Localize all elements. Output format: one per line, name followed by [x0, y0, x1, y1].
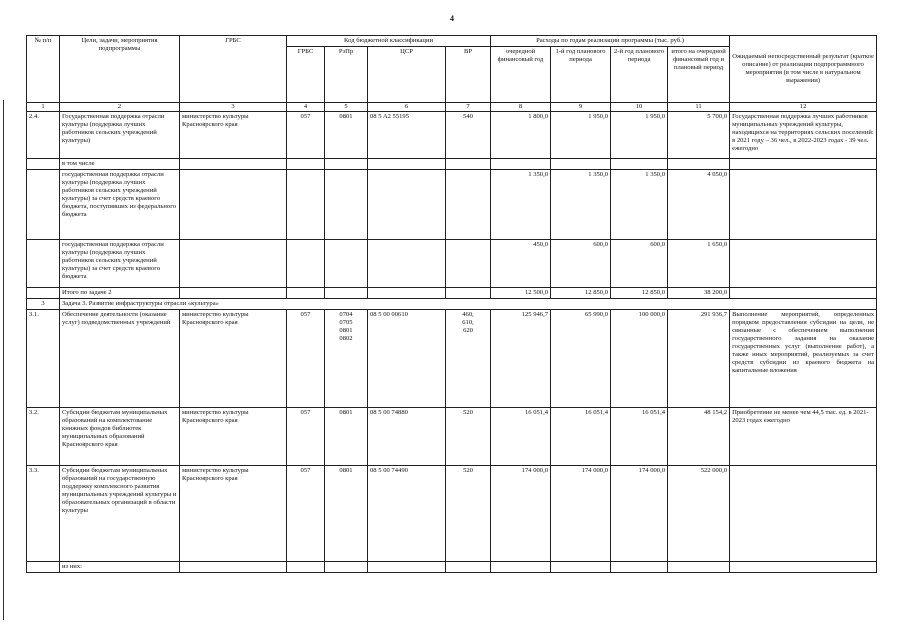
- col-number: 7: [446, 103, 491, 112]
- row-name: в том числе: [60, 159, 180, 170]
- row-rzpr: 0801: [325, 112, 368, 159]
- row-value-year1: 600,0: [551, 240, 611, 288]
- row-value-total: 4 050,0: [668, 170, 730, 240]
- row-name: государственная поддержка отрасли культуры (поддержка лучших работников сельских учреждений культуры) за счет средств краевого бюджета, поступивших из федерального бюджета: [60, 170, 180, 240]
- col-number: 2: [60, 103, 180, 112]
- row-name: Государственная поддержка отрасли культуры (поддержка лучших работников сельских учреждений культуры): [60, 112, 180, 159]
- row-value-total: 48 154,2: [668, 408, 730, 466]
- program-table: [26, 35, 877, 573]
- table-row: [27, 310, 877, 408]
- row-result: Приобретение не менее чем 44,5 тыс. ед. в 2021-2023 годах ежегодно: [730, 408, 877, 466]
- row-rzpr: 0801: [325, 408, 368, 466]
- row-result: Государственная поддержка лучших работников муниципальных учреждений культуры, находящихся на территориях сельских поселений: в 2021 году – 36 чел., в 2022-2023 годах - 39 чел. ежегодно: [730, 112, 877, 159]
- row-value-current: 125 946,7: [491, 310, 551, 408]
- row-grbs: министерство культуры Красноярского края: [180, 408, 287, 466]
- row-value-current: 16 051,4: [491, 408, 551, 466]
- row-number: 3: [27, 299, 60, 310]
- header-csr: ЦСР: [368, 47, 446, 103]
- table-row: [27, 562, 877, 573]
- col-number: 3: [180, 103, 287, 112]
- col-number: 12: [730, 103, 877, 112]
- header-grbs-code: ГРБС: [287, 47, 325, 103]
- col-number: 8: [491, 103, 551, 112]
- row-value-year2: 1 350,0: [611, 170, 668, 240]
- row-value-total: 38 200,0: [668, 288, 730, 299]
- row-vr: 460, 610, 620: [446, 310, 491, 408]
- row-value-year2: 16 051,4: [611, 408, 668, 466]
- row-name: государственная поддержка отрасли культуры (поддержка лучших работников сельских учреждений культуры) за счет средств краевого бюджета: [60, 240, 180, 288]
- header-expenses-group: Расходы по годам реализации программы (тыс. руб.): [491, 36, 730, 47]
- row-value-current: 1 800,0: [491, 112, 551, 159]
- row-code: 057: [287, 466, 325, 562]
- row-value-current: 174 000,0: [491, 466, 551, 562]
- row-value-year1: 174 000,0: [551, 466, 611, 562]
- row-value-current: 12 500,0: [491, 288, 551, 299]
- header-result: Ожидаемый непосредственный результат (краткое описание) от реализации подпрограммного мероприятия (в том числе в натуральном выражении): [730, 36, 877, 103]
- row-value-year2: 100 000,0: [611, 310, 668, 408]
- row-value-total: 1 650,0: [668, 240, 730, 288]
- col-number: 10: [611, 103, 668, 112]
- table-row: [27, 112, 877, 159]
- table-row-section: [27, 299, 877, 310]
- row-csr: 08 5 00 74880: [368, 408, 446, 466]
- header-goals: Цели, задачи, мероприятия подпрограммы: [60, 36, 180, 103]
- header-total: итого на очередной финансовый год и плановый период: [668, 47, 730, 103]
- scan-edge-line: [3, 100, 4, 620]
- col-number: 11: [668, 103, 730, 112]
- row-number: 3.2.: [27, 408, 60, 466]
- row-value-year1: 16 051,4: [551, 408, 611, 466]
- section-title: Задача 3. Развитие инфраструктуры отрасли «культура»: [60, 299, 877, 310]
- row-value-current: 1 350,0: [491, 170, 551, 240]
- row-value-year2: 12 850,0: [611, 288, 668, 299]
- row-grbs: министерство культуры Красноярского края: [180, 310, 287, 408]
- col-number: 9: [551, 103, 611, 112]
- row-vr: 520: [446, 408, 491, 466]
- table-row: [27, 170, 877, 240]
- row-csr: 08 5 00 00610: [368, 310, 446, 408]
- row-csr: 08 5 A2 55195: [368, 112, 446, 159]
- row-value-total: 5 700,0: [668, 112, 730, 159]
- row-number: 2.4.: [27, 112, 60, 159]
- header-rzpr: РзПр: [325, 47, 368, 103]
- col-number: 5: [325, 103, 368, 112]
- row-value-year1: 65 990,0: [551, 310, 611, 408]
- row-code: 057: [287, 408, 325, 466]
- row-name: Субсидии бюджетам муниципальных образований на государственную поддержку комплексного развития муниципальных учреждений культуры и образовательных организаций в области культуры: [60, 466, 180, 562]
- row-rzpr: 0704 0705 0801 0802: [325, 310, 368, 408]
- col-number: 1: [27, 103, 60, 112]
- page-number: 4: [450, 14, 454, 23]
- header-kbk-group: Код бюджетной классификации: [287, 36, 491, 47]
- row-value-year2: 1 950,0: [611, 112, 668, 159]
- row-value-total: 291 936,7: [668, 310, 730, 408]
- row-name: из них:: [60, 562, 180, 573]
- row-result: [730, 466, 877, 562]
- table-row: [27, 240, 877, 288]
- header-year2: 2-й год планового периода: [611, 47, 668, 103]
- row-code: 057: [287, 310, 325, 408]
- row-rzpr: 0801: [325, 466, 368, 562]
- table-row-total: [27, 288, 877, 299]
- row-name: Субсидии бюджетам муниципальных образований на комплектование книжных фондов библиотек муниципальных образований Красноярского края: [60, 408, 180, 466]
- row-value-total: 522 000,0: [668, 466, 730, 562]
- row-value-year1: 12 850,0: [551, 288, 611, 299]
- row-value-year1: 1 950,0: [551, 112, 611, 159]
- row-vr: 520: [446, 466, 491, 562]
- row-result: Выполнение мероприятий, определенных порядком предоставления субсидии на цели, не связанные с обеспечением выполнения государственного задания на оказание государственных услуг (выполнение работ), а также иных мероприятий, реализуемых за счет средств субсидии из краевого бюджета на капитальные вложения: [730, 310, 877, 408]
- col-number: 6: [368, 103, 446, 112]
- col-number: 4: [287, 103, 325, 112]
- header-grbs: ГРБС: [180, 36, 287, 103]
- row-name: Обеспечение деятельности (оказание услуг) подведомственных учреждений: [60, 310, 180, 408]
- row-value-current: 450,0: [491, 240, 551, 288]
- header-year1: 1-й год планового периода: [551, 47, 611, 103]
- row-number: 3.1.: [27, 310, 60, 408]
- table-row: [27, 408, 877, 466]
- row-value-year2: 600,0: [611, 240, 668, 288]
- column-numbers-row: [27, 103, 877, 112]
- header-no: № п/п: [27, 36, 60, 103]
- table-row: [27, 159, 877, 170]
- row-grbs: министерство культуры Красноярского края: [180, 466, 287, 562]
- header-current-year: очередной финансовый год: [491, 47, 551, 103]
- row-number: 3.3.: [27, 466, 60, 562]
- row-name: Итого по задаче 2: [60, 288, 180, 299]
- row-grbs: министерство культуры Красноярского края: [180, 112, 287, 159]
- row-value-year2: 174 000,0: [611, 466, 668, 562]
- row-code: 057: [287, 112, 325, 159]
- row-csr: 08 5 00 74490: [368, 466, 446, 562]
- row-value-year1: 1 350,0: [551, 170, 611, 240]
- table-row: [27, 466, 877, 562]
- header-vr: ВР: [446, 47, 491, 103]
- row-vr: 540: [446, 112, 491, 159]
